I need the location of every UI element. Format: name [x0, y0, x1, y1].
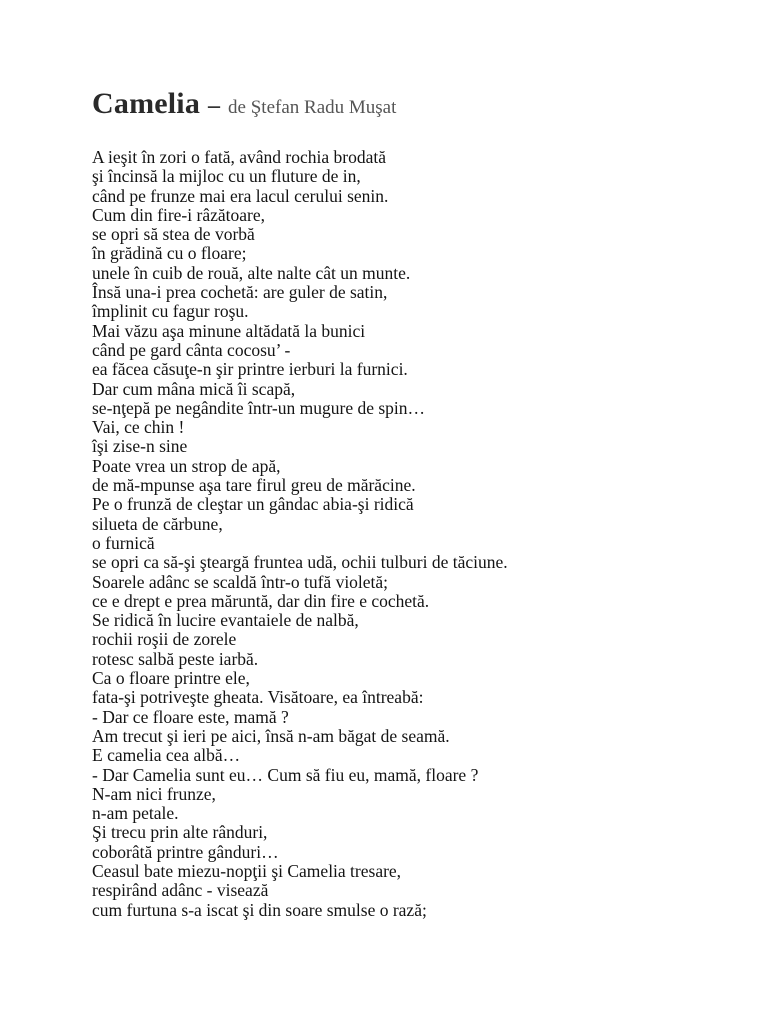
- poem-line: se-nţepă pe negândite într-un mugure de spin…: [92, 397, 426, 418]
- poem-line: rotesc salbă peste iarbă.: [92, 648, 259, 669]
- poem-line: Însă una-i prea cochetă: are guler de satin,: [92, 282, 388, 303]
- poem-line: N-am nici frunze,: [92, 783, 216, 804]
- title-separator: –: [208, 93, 221, 119]
- poem-line: de mă-mpunse aşa tare firul greu de mărăcine.: [92, 475, 416, 496]
- poem-line: respirând adânc - visează: [92, 880, 269, 901]
- poem-line: - Dar ce floare este, mamă ?: [92, 706, 289, 727]
- poem-line: Ceasul bate miezu-nopţii şi Camelia tresare,: [92, 860, 402, 881]
- poem-line: silueta de cărbune,: [92, 513, 223, 534]
- author-byline: de Ştefan Radu Muşat: [228, 97, 397, 118]
- poem-line: când pe frunze mai era lacul cerului senin.: [92, 185, 389, 206]
- poem-body: [92, 148, 508, 920]
- poem-line: Pe o frunză de cleştar un gândac abia-şi ridică: [92, 494, 414, 515]
- poem-line: Se ridică în lucire evantaiele de nalbă,: [92, 610, 359, 631]
- poem-line: Mai văzu aşa minune altădată la bunici: [92, 320, 366, 341]
- poem-line: se opri ca să-şi şteargă fruntea udă, ochii tulburi de tăciune.: [92, 552, 508, 573]
- poem-line: - Dar Camelia sunt eu… Cum să fiu eu, mamă, floare ?: [92, 764, 479, 785]
- poem-line: Dar cum mâna mică îi scapă,: [92, 378, 296, 399]
- poem-line: în grădină cu o floare;: [92, 243, 247, 264]
- title-row: [92, 86, 728, 122]
- poem-line: Cum din fire-i râzătoare,: [92, 204, 265, 225]
- document-page: [92, 86, 728, 920]
- poem-line: cum furtuna s-a iscat şi din soare smulse o rază;: [92, 899, 427, 920]
- poem-line: Vai, ce chin !: [92, 417, 185, 438]
- poem-line: Şi trecu prin alte rânduri,: [92, 822, 268, 843]
- poem-line: o furnică: [92, 532, 155, 553]
- poem-line: Poate vrea un strop de apă,: [92, 455, 281, 476]
- poem-line: n-am petale.: [92, 803, 179, 824]
- poem-line: Am trecut şi ieri pe aici, însă n-am băgat de seamă.: [92, 725, 450, 746]
- poem-line: îşi zise-n sine: [92, 436, 188, 457]
- poem-line: rochii roşii de zorele: [92, 629, 237, 650]
- poem-line: Soarele adânc se scaldă într-o tufă violetă;: [92, 571, 389, 592]
- poem-line: când pe gard cânta cocosu’ -: [92, 339, 291, 360]
- poem-title: Camelia: [92, 87, 201, 120]
- poem-line: împlinit cu fagur roşu.: [92, 301, 249, 322]
- poem-line: şi încinsă la mijloc cu un fluture de in,: [92, 166, 361, 187]
- poem-line: A ieşit în zori o fată, având rochia brodată: [92, 147, 386, 167]
- poem-line: se opri să stea de vorbă: [92, 224, 255, 245]
- poem-line: fata-şi potriveşte gheata. Visătoare, ea întreabă:: [92, 687, 424, 708]
- poem-line: Ca o floare printre ele,: [92, 668, 250, 689]
- poem-line: coborâtă printre gânduri…: [92, 841, 279, 862]
- poem-line: ea făcea căsuţe-n şir printre ierburi la furnici.: [92, 359, 408, 380]
- poem-line: unele în cuib de rouă, alte nalte cât un munte.: [92, 262, 411, 283]
- poem-line: ce e drept e prea măruntă, dar din fire e cochetă.: [92, 590, 430, 611]
- poem-line: E camelia cea albă…: [92, 745, 241, 766]
